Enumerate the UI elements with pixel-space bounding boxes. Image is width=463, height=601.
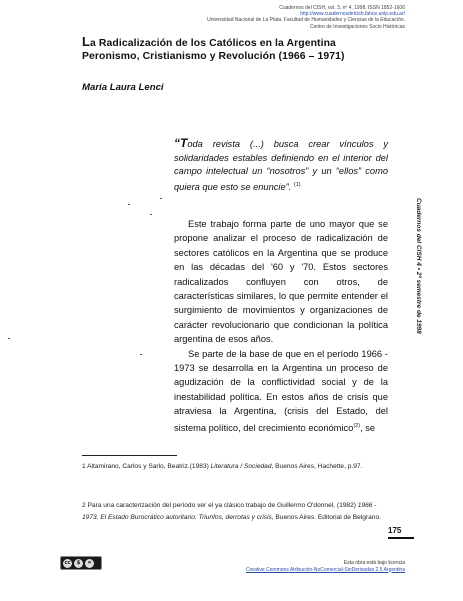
- paragraph-2: [174, 347, 388, 436]
- creative-commons-badge[interactable]: [60, 556, 102, 570]
- epigraph-text: oda revista (...) busca crear vínculos y solidaridades estables definiendo en el interior del campo intelectual un “nosotros” y un “ellos” como quiera que esto se enuncie”.: [174, 139, 388, 192]
- title-line-2: Peronismo, Cristianismo y Revolución (1966 – 1971): [82, 51, 345, 62]
- footnote-1-text: 1 Altamirano, Carlos y Sarlo, Beatriz.(1983): [82, 463, 211, 470]
- footnote-1-end: , Buenos Aires, Hachette, p.97.: [271, 463, 363, 470]
- journal-header: [175, 5, 405, 30]
- license-notice: [205, 560, 405, 573]
- author-name: María Laura Lenci: [82, 82, 164, 93]
- body-text: [174, 217, 388, 435]
- title-line-1: a Radicalización de los Católicos en la Argentina: [90, 38, 336, 49]
- article-title: [82, 35, 402, 63]
- epigraph-drop-letter: T: [180, 136, 188, 150]
- footnote-divider: [82, 455, 177, 456]
- paragraph-2-text: Se parte de la base de que en el período 1966 - 1973 se desarrolla en la Argentina un proceso de agudización de la conflictividad social y de la inestabilidad política. En estos años de crisis que atraviesa la Argentina, (crisis del Estado, del sistema político, del crecimiento económico: [174, 348, 388, 433]
- footnote-2-end: , Buenos Aires. Editorial de Belgrano.: [271, 513, 381, 521]
- footnote-ref-2: (2): [353, 422, 361, 429]
- paragraph-1: Este trabajo forma parte de uno mayor que se propone analizar el proceso de radicalización de sectores católicos en la Argentina que se produce en las décadas del '60 y '70. Estos sectores radicalizados confluyen con otros, de características similares, lo que permite entender el surgimiento de movimientos y organizaciones de carácter revolucionario que condicionan la política argentina de esos años.: [174, 219, 388, 345]
- scan-speck: [150, 214, 152, 215]
- sidebar-text: Cuadernos del CISH 4 • 2º semestre de 1998: [415, 198, 422, 334]
- title-drop-letter: L: [82, 34, 91, 49]
- header-url-link[interactable]: http://www.cuadernosdelcish.fahce.unlp.edu.ar/: [300, 11, 405, 18]
- scan-speck: [140, 354, 142, 355]
- noncommercial-icon: $: [74, 559, 83, 568]
- epigraph-note-ref: (1): [293, 181, 301, 188]
- license-text: Esta obra está bajo licencia: [343, 560, 405, 566]
- license-link[interactable]: Creative Commons Atribución-NoComercial-SinDerivadas 2.5 Argentina: [246, 566, 405, 573]
- epigraph-quote: [174, 137, 388, 194]
- cc-icon: cc: [64, 559, 71, 566]
- footnote-2: [82, 500, 392, 523]
- scan-speck: [128, 204, 130, 205]
- footnote-1: [82, 461, 392, 473]
- footnote-2-title: 1966 - 1973. El Estado Burocrático autoritario. Triunfos, derrotas y crisis: [82, 502, 377, 521]
- footnote-1-title: Literatura / Sociedad: [210, 463, 272, 470]
- paragraph-2-end: , se: [360, 422, 376, 433]
- scan-speck: [160, 198, 162, 199]
- epigraph-open-quote: “: [174, 136, 180, 150]
- page-number: 175: [388, 526, 414, 539]
- header-institution: Universidad Nacional de La Plata. Facultad de Humanidades y Ciencias de la Educación.: [207, 17, 405, 24]
- scan-speck: [8, 338, 10, 339]
- journal-sidebar: [413, 198, 423, 378]
- header-citation: Cuadernos del CISH, vol. 3, nº 4, 1998. ISSN 1852-1606: [279, 5, 405, 11]
- header-centre: Centro de Investigaciones Socio Históricas: [309, 23, 405, 30]
- footnote-2-text: 2 Para una caracterización del período ver el ya clásico trabajo de Guillermo O'donnel, (1982): [82, 502, 358, 509]
- noderivatives-icon: =: [85, 559, 94, 568]
